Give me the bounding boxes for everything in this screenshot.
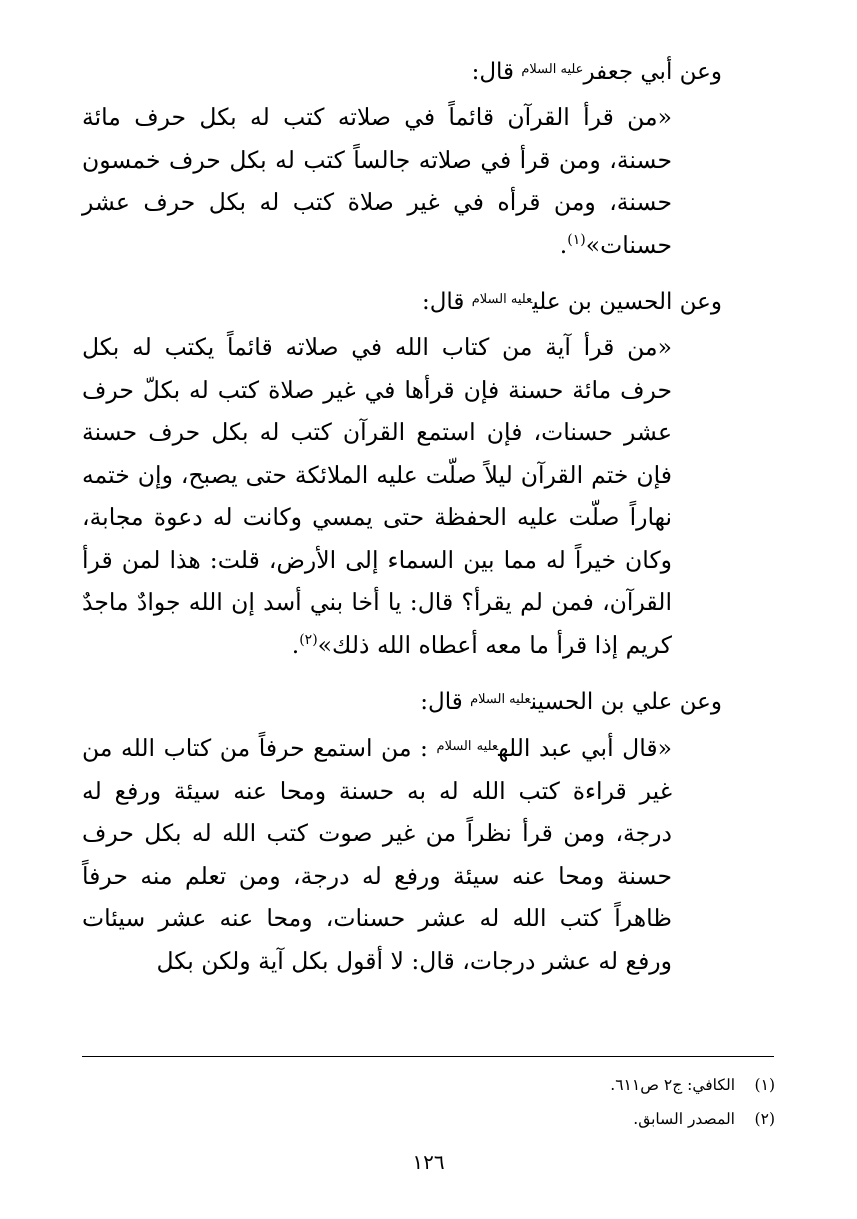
narration-intro-3 bbox=[82, 680, 722, 726]
footnote-separator bbox=[82, 1056, 774, 1057]
intro-text-2: وعن الحسين بن علي bbox=[532, 289, 722, 315]
narration-intro-2 bbox=[82, 280, 722, 326]
page-number: ١٢٦ bbox=[412, 1150, 445, 1174]
hadith-text-1: «من قرأ القرآن قائماً في صلاته كتب له بكل حرف مائة حسنة، ومن قرأ في صلاته جالساً كتب له بكل حرف خمسون حسنة، ومن قرأه في غير صلاة كتب له بكل حرف عشر حسنات» bbox=[82, 103, 672, 259]
footnote-text-1: الكافي: ج٢ ص٦١١. bbox=[610, 1076, 735, 1094]
intro-text-1: وعن أبي جعفر bbox=[583, 59, 722, 85]
footnote-2 bbox=[83, 1102, 775, 1136]
hadith-text-3: : من استمع حرفاً من كتاب الله من غير قراءة كتب الله له به حسنة ومحا عنه سيئة ورفع له درجة، ومن قرأ نظراً من غير صوت كتب الله له بكل حرف حسنة ومحا عنه سيئة ورفع له درجة، ومن تعلم منه حرفاً ظاهراً كتب الله له عشر حسنات، ومحا عنه عشر سيئات ورفع له عشر درجات، قال: لا أقول بكل آية ولكن بكل bbox=[82, 734, 672, 975]
hadith-quote-pre-3: «قال أبي عبد الله bbox=[498, 734, 672, 762]
honorific-quote-3: عليه السلام bbox=[436, 739, 499, 754]
intro-said-1: قال: bbox=[471, 59, 522, 85]
footnote-number-1: (١) bbox=[754, 1076, 775, 1094]
footnotes bbox=[83, 1068, 775, 1136]
intro-text-3: وعن علي بن الحسين bbox=[530, 689, 722, 715]
hadith-text-2: «من قرأ آية من كتاب الله في صلاته قائماً يكتب له بكل حرف مائة حسنة فإن قرأها في غير صلاة كتب له بكلّ حرف عشر حسنات، فإن استمع القرآن كتب له بكل حرف حسنة فإن ختم القرآن ليلاً صلّت عليه الملائكة حتى يصبح، وإن ختمه نهاراً صلّت عليه الحفظة حتى يمسي وكانت له دعوة مجابة، وكان خيراً له مما بين السماء إلى الأرض، قلت: هذا لمن قرأ القرآن، فمن لم يقرأ؟ قال: يا أخا بني أسد إن الله جوادٌ ماجدٌ كريم إذا قرأ ما معه أعطاه الله ذلك» bbox=[82, 333, 672, 659]
hadith-quote-3 bbox=[82, 726, 672, 982]
intro-said-3: قال: bbox=[420, 689, 471, 715]
honorific-2: عليه السلام bbox=[471, 292, 533, 307]
footnote-ref-1[interactable]: (١) bbox=[567, 231, 586, 248]
narration-intro-1 bbox=[82, 50, 722, 96]
honorific-3: عليه السلام bbox=[470, 692, 531, 707]
honorific-1: عليه السلام bbox=[521, 62, 584, 77]
footnote-text-2: المصدر السابق. bbox=[633, 1110, 735, 1128]
footnote-number-2: (٢) bbox=[754, 1110, 775, 1128]
footnote-ref-2[interactable]: (٢) bbox=[299, 631, 318, 648]
page-body bbox=[82, 50, 722, 996]
footnote-1 bbox=[83, 1068, 775, 1102]
hadith-quote-1: «من قرأ القرآن قائماً في صلاته كتب له بكل حرف مائة حسنة، ومن قرأ في صلاته جالساً كتب له بكل حرف خمسون حسنة، ومن قرأه في غير صلاة كتب له بكل حرف عشر حسنات»$^{(١)}$. bbox=[82, 103, 672, 259]
intro-said-2: قال: bbox=[421, 289, 472, 315]
hadith-quote-2: «من قرأ آية من كتاب الله في صلاته قائماً يكتب له بكل حرف مائة حسنة فإن قرأها في غير صلاة كتب له بكلّ حرف عشر حسنات، فإن استمع القرآن كتب له بكل حرف حسنة فإن ختم القرآن ليلاً صلّت عليه الملائكة حتى يصبح، وإن ختمه نهاراً صلّت عليه الحفظة حتى يمسي وكانت له دعوة مجابة، وكان خيراً له مما بين السماء إلى الأرض، قلت: هذا لمن قرأ القرآن، فمن لم يقرأ؟ قال: يا أخا بني أسد إن الله جوادٌ ماجدٌ كريم إذا قرأ ما معه أعطاه الله ذلك»$^{(٢)}$. bbox=[82, 333, 672, 659]
